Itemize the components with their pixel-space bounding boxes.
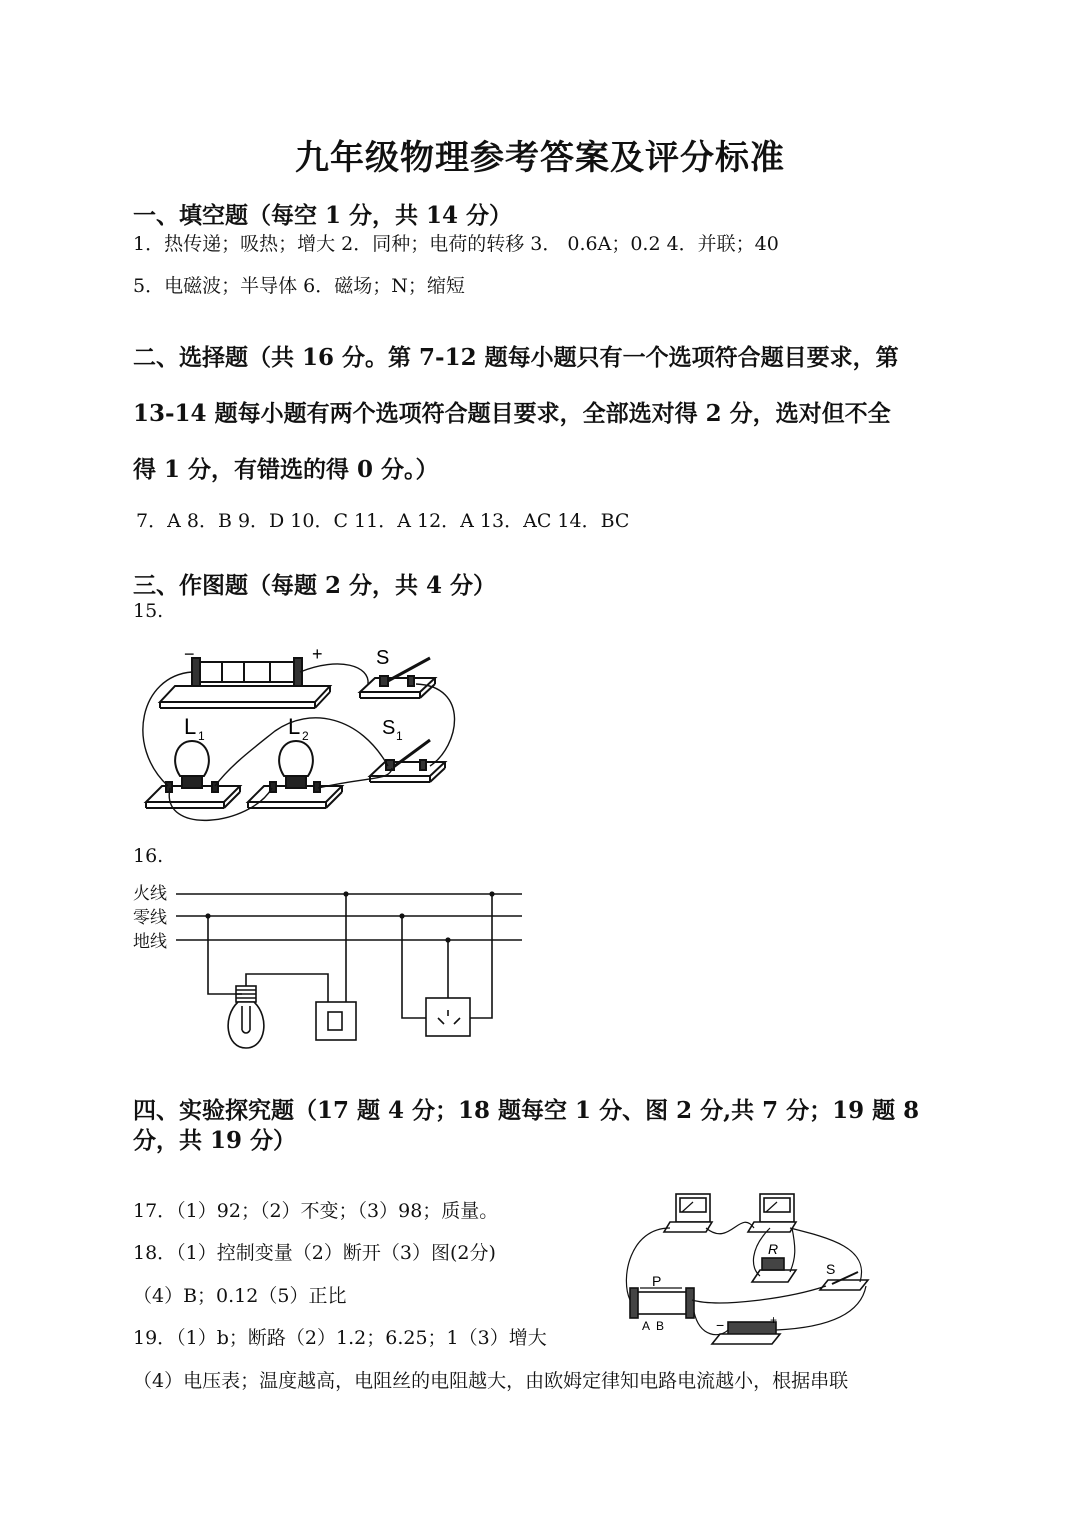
switch-s [820,1280,868,1290]
q18-answer-line1: 18．（1）控制变量（2）断开（3）图(2分) [133,1242,496,1264]
switch-s1 [370,740,445,782]
lamp-l1-sub: 1 [198,729,205,743]
live-wire-label: 火线 [133,884,167,904]
figure-16-wiring [170,882,530,1057]
section1-line1: 1．热传递；吸热；增大 2．同种；电荷的转移 3． 0.6A；0.2 4．并联；40 [133,233,779,255]
section4-heading-line2: 分，共 19 分） [133,1127,297,1154]
switch-s [360,658,435,698]
bulb [228,1002,264,1048]
q16-label: 16. [133,845,164,867]
section4-heading-line1: 四、实验探究题（17 题 4 分；18 题每空 1 分、图 2 分,共 7 分；19 题 8 [133,1097,920,1124]
ground-wire-label: 地线 [133,932,167,952]
switch-s1-label: S [382,717,396,739]
section1-heading: 一、填空题（每空 1 分，共 14 分） [133,202,513,229]
lamp-l2-label: L [288,714,301,739]
battery-minus: − [716,1317,725,1333]
wall-switch [316,1002,356,1040]
fig16-labels [133,882,167,954]
switch-s1-sub: 1 [396,729,403,743]
page-title: 九年级物理参考答案及评分标准 [295,138,785,178]
q19-answer-line1: 19．（1）b；断路（2）1.2；6.25；1（3）增大 [133,1327,547,1349]
neutral-wire-label: 零线 [133,908,167,928]
lamp-l1-label: L [184,714,197,739]
q17-answer: 17．（1）92；（2）不变；（3）98；质量。 [133,1200,499,1222]
rheostat-p: P [652,1273,662,1289]
rheostat-a: A [642,1319,651,1333]
rheostat-b: B [656,1319,665,1333]
figure-18-circuit [620,1188,878,1350]
q15-label: 15. [133,600,164,622]
section2-heading-line1: 二、选择题（共 16 分。第 7-12 题每小题只有一个选项符合题目要求，第 [133,344,899,371]
section2-heading-line2: 13-14 题每小题有两个选项符合题目要求，全部选对得 2 分，选对但不全 [133,400,891,427]
section1-line2: 5．电磁波；半导体 6．磁场；N；缩短 [133,275,465,297]
lamp-l2-sub: 2 [302,729,309,743]
lamp-l2 [248,741,342,808]
section2-heading-line3: 得 1 分，有错选的得 0 分。） [133,456,439,483]
battery-plus: + [312,644,323,664]
switch-s-label: S [376,647,390,669]
switch-label: S [826,1261,836,1277]
q18-answer-line2: （4）B；0.12（5）正比 [133,1285,347,1307]
section2-answers: 7．A 8．B 9．D 10．C 11．A 12．A 13．AC 14．BC [136,510,630,532]
section3-heading: 三、作图题（每题 2 分，共 4 分） [133,572,497,599]
figure-15-circuit [130,636,470,831]
battery-board [160,658,330,708]
battery-plus: + [770,1313,778,1327]
resistor-r [752,1270,796,1282]
q19-answer-line2: （4）电压表；温度越高，电阻丝的电阻越大，由欧姆定律知电路电流越小，根据串联 [133,1370,849,1392]
lamp-l1 [146,741,240,808]
socket [426,998,470,1036]
resistor-label: R [768,1241,779,1257]
rheostat [636,1292,688,1314]
battery-minus: − [184,644,195,664]
